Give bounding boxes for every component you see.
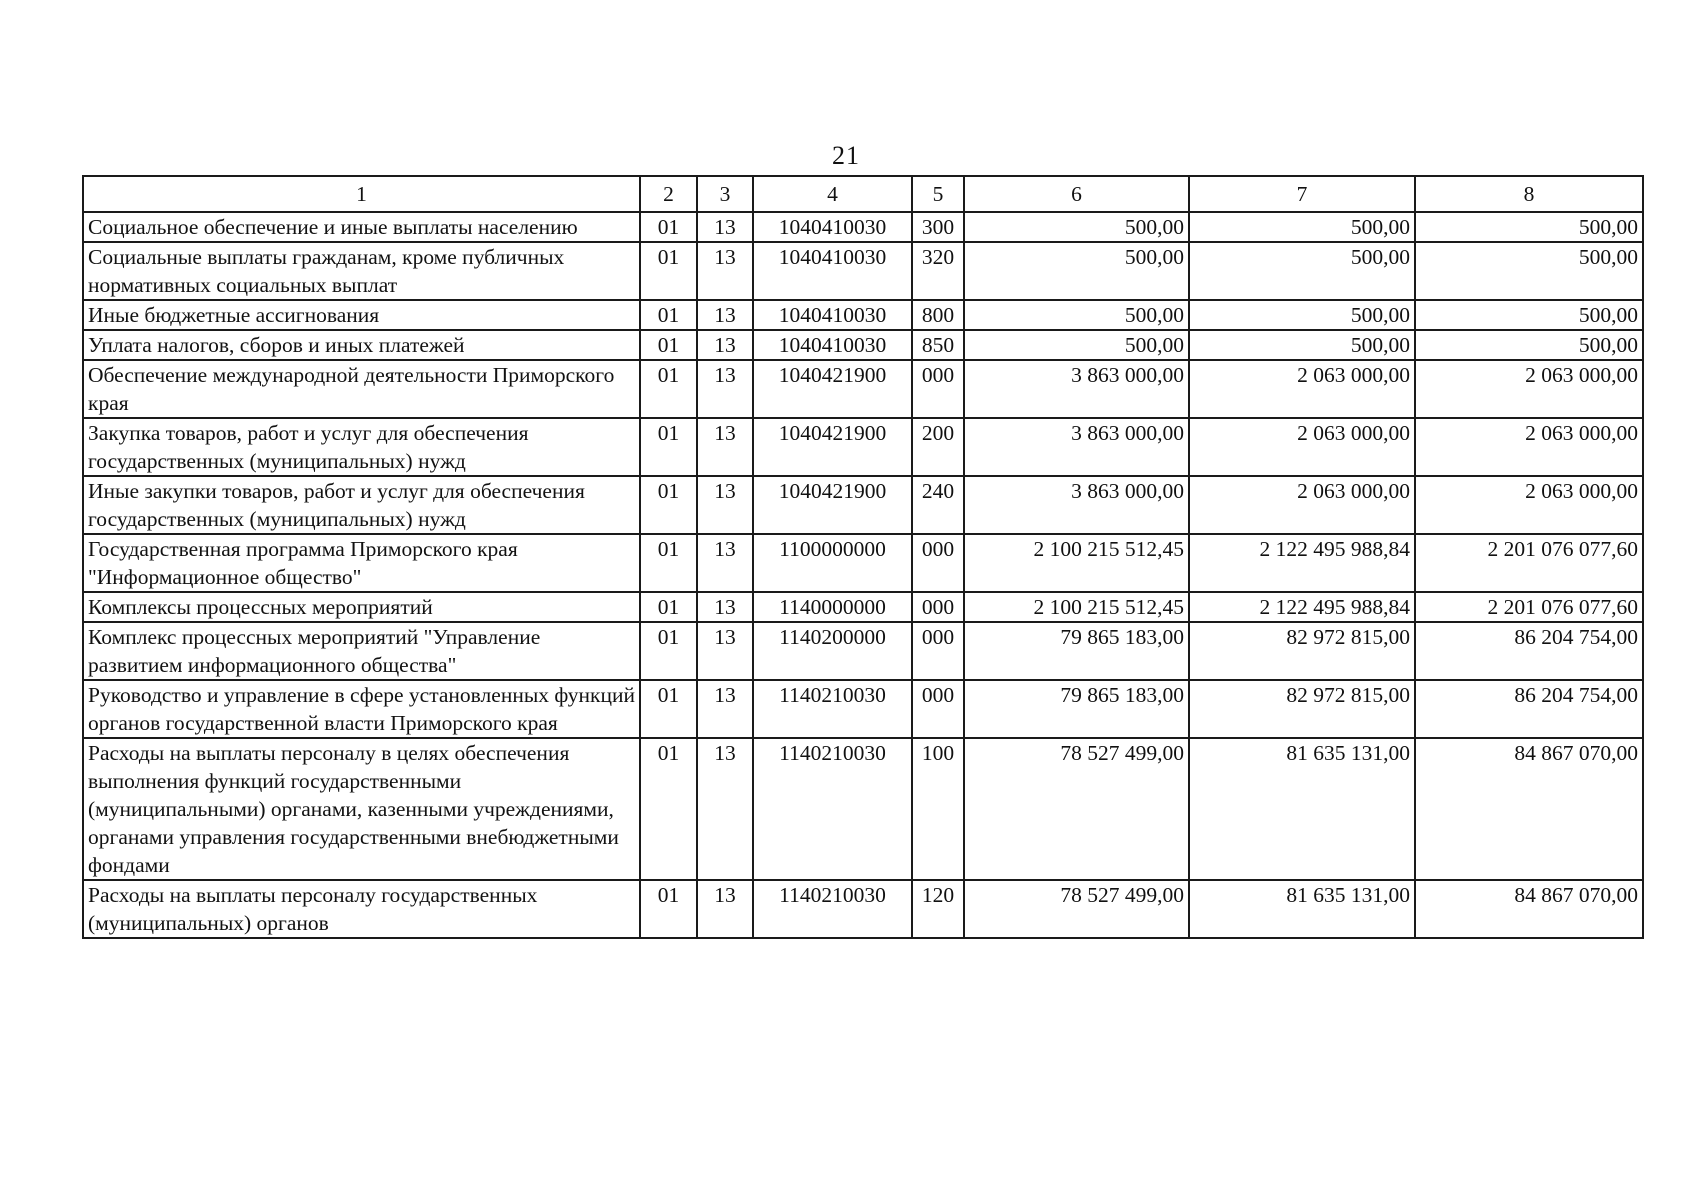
expense-name: Обеспечение международной деятельности Приморского края (83, 360, 640, 418)
target-article-code: 1040410030 (753, 242, 912, 300)
amount-year-3: 2 201 076 077,60 (1415, 592, 1643, 622)
amount-year-3: 86 204 754,00 (1415, 680, 1643, 738)
target-article-code: 1140200000 (753, 622, 912, 680)
header-cell: 7 (1189, 176, 1415, 212)
amount-year-1: 500,00 (964, 330, 1189, 360)
amount-year-3: 500,00 (1415, 242, 1643, 300)
table-row (83, 212, 1643, 242)
header-cell: 3 (697, 176, 753, 212)
amount-year-3: 500,00 (1415, 300, 1643, 330)
table-row (83, 622, 1643, 680)
section-code: 01 (640, 360, 697, 418)
table-row (83, 592, 1643, 622)
subsection-code: 13 (697, 242, 753, 300)
target-article-code: 1040410030 (753, 300, 912, 330)
expense-type-code: 000 (912, 622, 964, 680)
expense-type-code: 120 (912, 880, 964, 938)
target-article-code: 1140210030 (753, 880, 912, 938)
expense-type-code: 320 (912, 242, 964, 300)
subsection-code: 13 (697, 300, 753, 330)
target-article-code: 1040421900 (753, 476, 912, 534)
subsection-code: 13 (697, 622, 753, 680)
target-article-code: 1040421900 (753, 418, 912, 476)
amount-year-2: 82 972 815,00 (1189, 680, 1415, 738)
section-code: 01 (640, 622, 697, 680)
amount-year-2: 500,00 (1189, 242, 1415, 300)
expense-name: Расходы на выплаты персоналу в целях обеспечения выполнения функций государственными (муниципальными) органами, казенными учреждениями, органами управления государственными внебюджетными фондами (83, 738, 640, 880)
amount-year-1: 3 863 000,00 (964, 476, 1189, 534)
section-code: 01 (640, 212, 697, 242)
amount-year-2: 82 972 815,00 (1189, 622, 1415, 680)
target-article-code: 1140000000 (753, 592, 912, 622)
subsection-code: 13 (697, 534, 753, 592)
amount-year-2: 500,00 (1189, 300, 1415, 330)
expense-name: Закупка товаров, работ и услуг для обеспечения государственных (муниципальных) нужд (83, 418, 640, 476)
subsection-code: 13 (697, 738, 753, 880)
amount-year-3: 2 063 000,00 (1415, 360, 1643, 418)
amount-year-2: 500,00 (1189, 330, 1415, 360)
amount-year-1: 3 863 000,00 (964, 360, 1189, 418)
budget-table (82, 175, 1644, 939)
table-row (83, 242, 1643, 300)
table-row (83, 738, 1643, 880)
amount-year-1: 3 863 000,00 (964, 418, 1189, 476)
expense-type-code: 000 (912, 360, 964, 418)
amount-year-1: 500,00 (964, 212, 1189, 242)
target-article-code: 1140210030 (753, 680, 912, 738)
subsection-code: 13 (697, 418, 753, 476)
header-cell: 1 (83, 176, 640, 212)
amount-year-1: 2 100 215 512,45 (964, 534, 1189, 592)
amount-year-2: 2 122 495 988,84 (1189, 592, 1415, 622)
amount-year-3: 2 063 000,00 (1415, 476, 1643, 534)
expense-type-code: 200 (912, 418, 964, 476)
amount-year-3: 84 867 070,00 (1415, 880, 1643, 938)
subsection-code: 13 (697, 360, 753, 418)
section-code: 01 (640, 330, 697, 360)
amount-year-2: 81 635 131,00 (1189, 880, 1415, 938)
target-article-code: 1040410030 (753, 212, 912, 242)
section-code: 01 (640, 300, 697, 330)
subsection-code: 13 (697, 880, 753, 938)
expense-name: Социальное обеспечение и иные выплаты населению (83, 212, 640, 242)
amount-year-2: 2 063 000,00 (1189, 360, 1415, 418)
amount-year-1: 78 527 499,00 (964, 880, 1189, 938)
table-row (83, 680, 1643, 738)
amount-year-2: 2 122 495 988,84 (1189, 534, 1415, 592)
section-code: 01 (640, 880, 697, 938)
expense-name: Комплекс процессных мероприятий "Управление развитием информационного общества" (83, 622, 640, 680)
amount-year-2: 500,00 (1189, 212, 1415, 242)
amount-year-3: 2 201 076 077,60 (1415, 534, 1643, 592)
table-row (83, 418, 1643, 476)
page-number: 21 (832, 141, 860, 170)
section-code: 01 (640, 592, 697, 622)
section-code: 01 (640, 738, 697, 880)
amount-year-2: 2 063 000,00 (1189, 476, 1415, 534)
subsection-code: 13 (697, 592, 753, 622)
subsection-code: 13 (697, 212, 753, 242)
section-code: 01 (640, 418, 697, 476)
expense-name: Иные бюджетные ассигнования (83, 300, 640, 330)
expense-type-code: 000 (912, 534, 964, 592)
target-article-code: 1040410030 (753, 330, 912, 360)
subsection-code: 13 (697, 476, 753, 534)
target-article-code: 1040421900 (753, 360, 912, 418)
target-article-code: 1140210030 (753, 738, 912, 880)
expense-name: Иные закупки товаров, работ и услуг для обеспечения государственных (муниципальных) нужд (83, 476, 640, 534)
header-cell: 8 (1415, 176, 1643, 212)
amount-year-1: 500,00 (964, 242, 1189, 300)
header-row (83, 176, 1643, 212)
expense-type-code: 850 (912, 330, 964, 360)
expense-name: Государственная программа Приморского края "Информационное общество" (83, 534, 640, 592)
amount-year-2: 2 063 000,00 (1189, 418, 1415, 476)
amount-year-1: 79 865 183,00 (964, 680, 1189, 738)
table-row (83, 360, 1643, 418)
expense-name: Комплексы процессных мероприятий (83, 592, 640, 622)
header-cell: 2 (640, 176, 697, 212)
expense-name: Руководство и управление в сфере установленных функций органов государственной власти Приморского края (83, 680, 640, 738)
expense-type-code: 800 (912, 300, 964, 330)
amount-year-1: 500,00 (964, 300, 1189, 330)
subsection-code: 13 (697, 330, 753, 360)
target-article-code: 1100000000 (753, 534, 912, 592)
table-row (83, 476, 1643, 534)
amount-year-2: 81 635 131,00 (1189, 738, 1415, 880)
expense-name: Расходы на выплаты персоналу государственных (муниципальных) органов (83, 880, 640, 938)
expense-type-code: 300 (912, 212, 964, 242)
table-row (83, 880, 1643, 938)
amount-year-3: 500,00 (1415, 330, 1643, 360)
header-cell: 4 (753, 176, 912, 212)
section-code: 01 (640, 680, 697, 738)
table-row (83, 300, 1643, 330)
amount-year-3: 2 063 000,00 (1415, 418, 1643, 476)
amount-year-1: 78 527 499,00 (964, 738, 1189, 880)
subsection-code: 13 (697, 680, 753, 738)
amount-year-3: 86 204 754,00 (1415, 622, 1643, 680)
section-code: 01 (640, 476, 697, 534)
header-cell: 6 (964, 176, 1189, 212)
section-code: 01 (640, 534, 697, 592)
table-row (83, 534, 1643, 592)
expense-type-code: 000 (912, 680, 964, 738)
expense-name: Социальные выплаты гражданам, кроме публичных нормативных социальных выплат (83, 242, 640, 300)
expense-type-code: 240 (912, 476, 964, 534)
expense-type-code: 000 (912, 592, 964, 622)
amount-year-1: 79 865 183,00 (964, 622, 1189, 680)
expense-name: Уплата налогов, сборов и иных платежей (83, 330, 640, 360)
table-row (83, 330, 1643, 360)
amount-year-3: 500,00 (1415, 212, 1643, 242)
expense-type-code: 100 (912, 738, 964, 880)
amount-year-1: 2 100 215 512,45 (964, 592, 1189, 622)
amount-year-3: 84 867 070,00 (1415, 738, 1643, 880)
section-code: 01 (640, 242, 697, 300)
header-cell: 5 (912, 176, 964, 212)
